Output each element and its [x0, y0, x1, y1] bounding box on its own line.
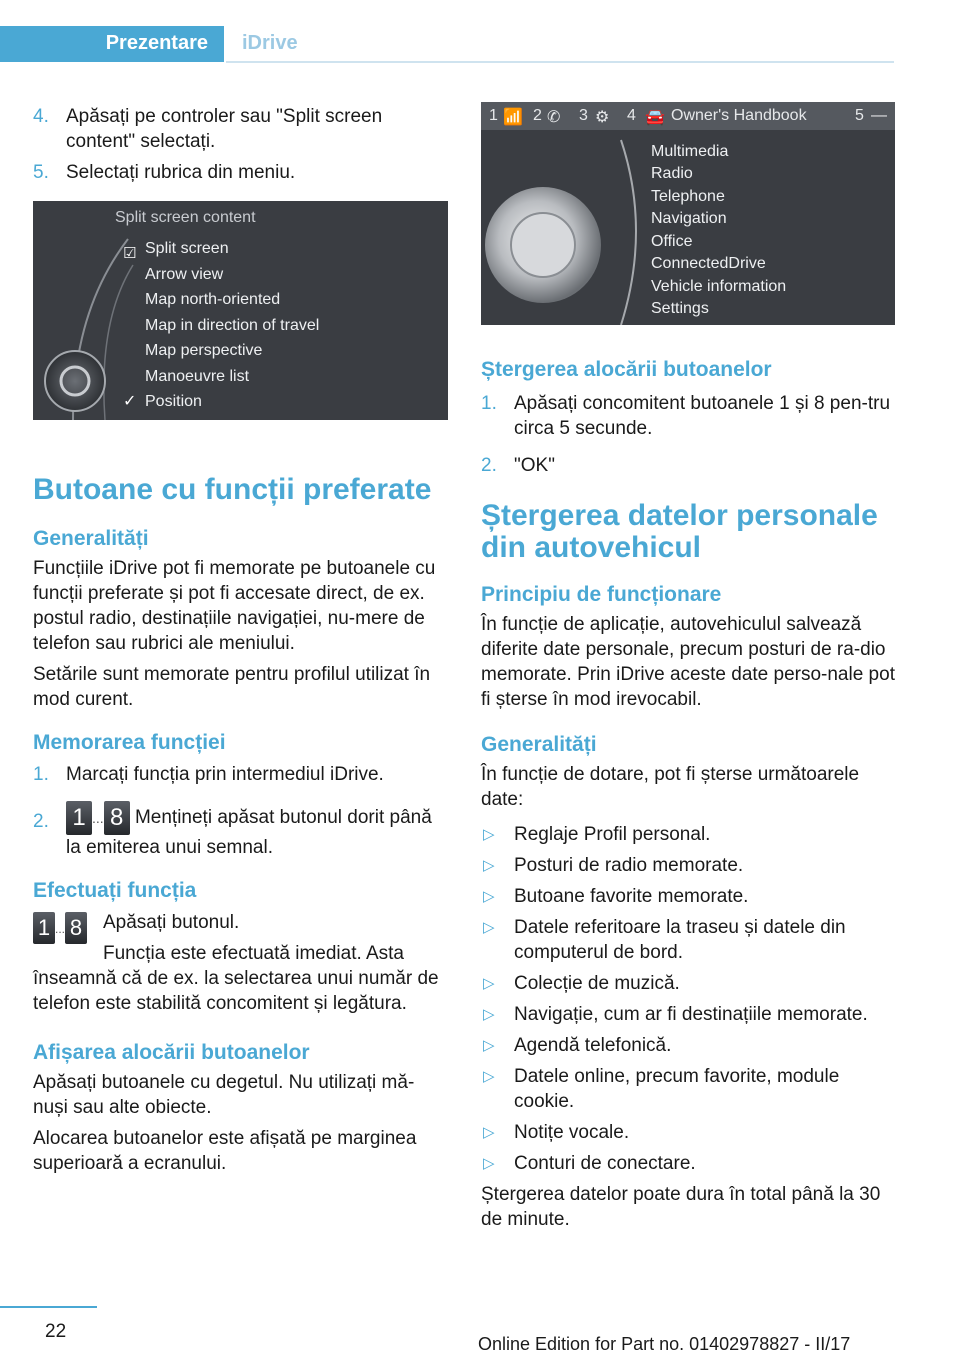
footer-divider	[0, 1306, 97, 1308]
section-title: Ștergerea datelor personale din autovehicul	[481, 499, 878, 564]
triangle-icon: ▷	[483, 1006, 495, 1023]
step-5	[33, 160, 449, 185]
header-tab-label: iDrive	[242, 32, 298, 54]
list-item: ▷ Datele referitoare la traseu și datele din computerul de bord.	[483, 917, 846, 963]
left-body	[33, 474, 449, 1182]
list-item: ▷ Datele online, precum favorite, module cookie.	[483, 1066, 840, 1112]
menu-item[interactable]: Arrow view	[145, 266, 224, 283]
step-number: 1.	[481, 393, 497, 414]
gear-icon: ⚙	[595, 109, 610, 126]
subsection-title: Ștergerea alocării butoanelor	[481, 358, 772, 381]
list-item: ▷ Conturi de conectare.	[483, 1153, 696, 1174]
screen-tab[interactable]: 1	[489, 107, 498, 124]
list-item: ▷ Notițe vocale.	[483, 1122, 630, 1143]
right-body	[481, 357, 897, 1238]
paragraph: Setările sunt memorate pentru profilul utilizat în mod curent.	[33, 664, 431, 710]
section-title: Butoane cu funcții preferate	[33, 473, 432, 506]
triangle-icon: ▷	[483, 826, 495, 843]
paragraph: Alocarea butoanelor este afișată pe marginea superioară a ecranului.	[33, 1128, 417, 1174]
triangle-icon: ▷	[483, 919, 495, 936]
step-4	[33, 104, 449, 154]
subsection-title: Generalități	[481, 733, 597, 756]
list-item: ▷ Butoane favorite memorate.	[483, 886, 749, 907]
paragraph: În funcție de aplicație, autovehiculul salvează diferite date personale, precum posturi de ra‐dio memorate. Prin iDrive aceste date perso‐nale pot fi șterse în mod irevocabil.	[481, 614, 895, 710]
step-number: 2.	[33, 811, 49, 832]
menu-item[interactable]: Telephone	[651, 188, 725, 205]
favorite-button-8-icon: 8	[104, 801, 130, 835]
screen-tab[interactable]: 5	[855, 107, 864, 124]
step-number: 4.	[33, 106, 49, 127]
screen-tab[interactable]: 2	[533, 107, 542, 124]
menu-item[interactable]: Manoeuvre list	[145, 368, 250, 385]
menu-item[interactable]: Navigation	[651, 210, 727, 227]
triangle-icon: ▷	[483, 1155, 495, 1172]
screen-tab[interactable]: 3	[579, 107, 588, 124]
car-icon: 🚘	[645, 109, 665, 126]
triangle-icon: ▷	[483, 975, 495, 992]
page-number: 22	[45, 1321, 67, 1342]
subsection-title: Afișarea alocării butoanelor	[33, 1041, 310, 1064]
step-2	[33, 801, 449, 860]
menu-item[interactable]: Map in direction of travel	[145, 317, 320, 334]
step-text: Marcați funcția prin intermediul iDrive.	[66, 764, 384, 785]
menu-item[interactable]: Radio	[651, 165, 693, 182]
triangle-icon: ▷	[483, 1124, 495, 1141]
paragraph: Funcțiile iDrive pot fi memorate pe butoanele cu funcții preferate și pot fi accesate direct, de ex. postul radio, destinațiile navigației, nu‐mere de telefon sau rubrici ale meniului.	[33, 558, 436, 654]
signal-icon: 📶	[503, 109, 523, 126]
subsection-title: Principiu de funcționare	[481, 583, 722, 606]
menu-item[interactable]: Map north-oriented	[145, 291, 281, 308]
triangle-icon: ▷	[483, 1037, 495, 1054]
triangle-icon: ▷	[483, 888, 495, 905]
step-number: 1.	[33, 764, 49, 785]
screen-topbar	[481, 102, 895, 130]
split-screen-content-screenshot	[33, 201, 448, 420]
efectuati-block	[33, 910, 449, 940]
screen-tab-label: Owner's Handbook	[671, 107, 807, 124]
checkbox-icon: ☑	[123, 245, 137, 262]
dash-icon: —	[871, 107, 887, 124]
menu-item[interactable]: Vehicle information	[651, 278, 787, 295]
screen-title: Split screen content	[115, 209, 256, 226]
triangle-icon: ▷	[483, 1068, 495, 1085]
list-item: ▷ Reglaje Profil personal.	[483, 824, 711, 845]
step-text: Apăsați pe controler sau "Split screen content" selectați.	[66, 106, 383, 152]
menu-item[interactable]: Multimedia	[651, 143, 729, 160]
left-steps-top	[33, 104, 449, 191]
menu-item[interactable]: Split screen	[145, 240, 229, 257]
favorite-button-1-icon: 1	[66, 801, 92, 835]
step-2	[481, 453, 897, 478]
menu-item[interactable]: Map perspective	[145, 342, 263, 359]
paragraph: În funcție de dotare, pot fi șterse următoarele date:	[481, 764, 860, 810]
favorite-buttons-icon: 1 ... 8	[33, 912, 87, 944]
header-tab-label: Prezentare	[105, 32, 208, 54]
paragraph: Funcția este efectuată imediat. Asta înseamnă că de ex. la selectarea unui număr de telefon este stabilită concomitent și legătura.	[33, 943, 439, 1014]
menu-item[interactable]: Settings	[651, 300, 709, 317]
checkmark-icon: ✓	[123, 393, 137, 410]
step-number: 2.	[481, 455, 497, 476]
step-number: 5.	[33, 162, 49, 183]
list-item: ▷ Agendă telefonică.	[483, 1035, 672, 1056]
footer-edition: Online Edition for Part no. 01402978827 - II/17	[478, 1334, 851, 1354]
step-1	[481, 391, 897, 441]
step-text: Mențineți apăsat butonul dorit până la emiterea unui semnal.	[66, 807, 432, 858]
step-text: "OK"	[514, 455, 555, 476]
list-item: ▷ Posturi de radio memorate.	[483, 855, 744, 876]
subsection-title: Efectuați funcția	[33, 879, 197, 902]
header-tab-prezentare[interactable]	[0, 26, 224, 62]
step-text: Apăsați concomitent butoanele 1 și 8 pen‐tru circa 5 secunde.	[514, 393, 891, 439]
header-divider	[226, 61, 894, 63]
controller-dial-graphic	[33, 201, 448, 420]
list-item: ▷ Colecție de muzică.	[483, 973, 680, 994]
triangle-icon: ▷	[483, 857, 495, 874]
key-dots: ...	[92, 810, 104, 827]
header-tab-idrive[interactable]	[226, 26, 894, 62]
paragraph: Apăsați butonul.	[103, 912, 240, 933]
paragraph: Ștergerea datelor poate dura în total până la 30 de minute.	[481, 1184, 881, 1230]
menu-item[interactable]: ConnectedDrive	[651, 255, 766, 272]
subsection-title: Generalități	[33, 527, 149, 550]
paragraph: Apăsați butoanele cu degetul. Nu utilizați mă‐nuși sau alte obiecte.	[33, 1072, 415, 1118]
step-1	[33, 762, 449, 787]
list-item: ▷ Navigație, cum ar fi destinațiile memorate.	[483, 1004, 868, 1025]
menu-item[interactable]: Office	[651, 233, 693, 250]
phone-icon: ✆	[547, 109, 561, 126]
screen-tab[interactable]: 4	[627, 107, 636, 124]
subsection-title: Memorarea funcției	[33, 731, 226, 754]
menu-item[interactable]: Position	[145, 393, 202, 410]
idrive-menu-screenshot	[481, 102, 895, 325]
step-text: Selectați rubrica din meniu.	[66, 162, 296, 183]
